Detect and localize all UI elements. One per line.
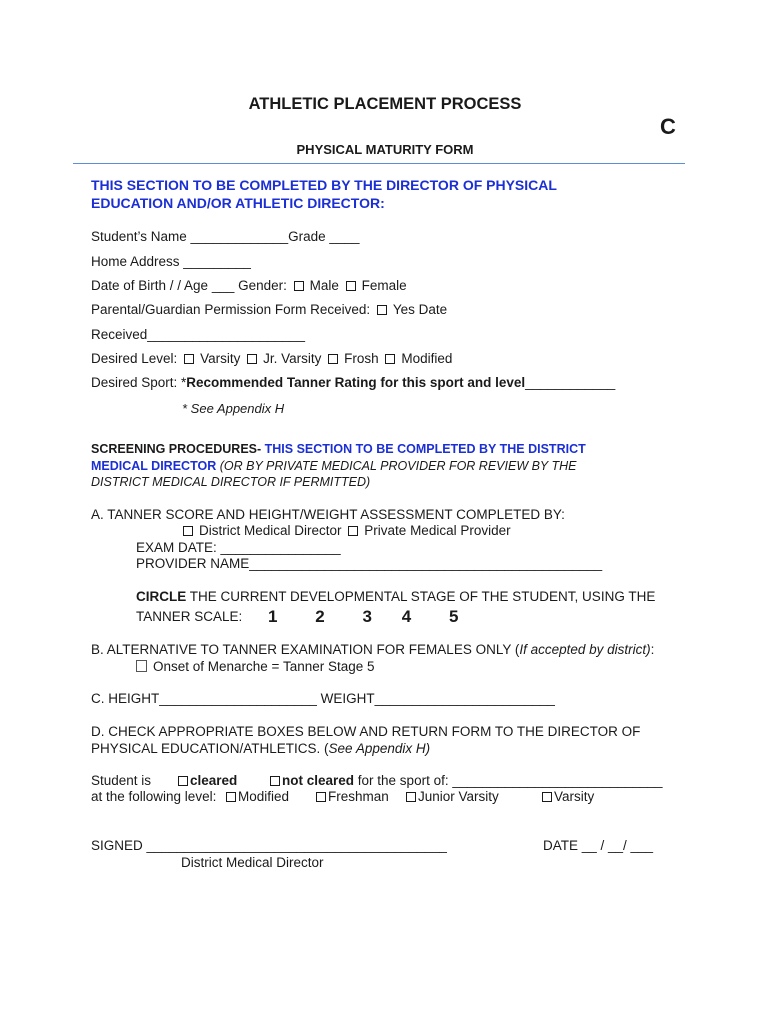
screening-label: SCREENING PROCEDURES- [91,442,262,456]
tanner-scale-line [136,607,458,627]
dob-label: Date of Birth / / Age ___ Gender: [91,278,287,293]
screening-blue-line2: MEDICAL DIRECTOR [91,458,217,473]
final-varsity-label: Varsity [554,789,595,804]
checkbox-male[interactable] [294,281,304,291]
level-modified-option [226,789,289,804]
section-b-title-end: : [650,642,655,657]
exam-date-line: EXAM DATE: ________________ [136,540,341,555]
section-d-line2-italic: See Appendix H) [328,741,431,756]
section-d-line1: D. CHECK APPROPRIATE BOXES BELOW AND RETURN FORM TO THE DIRECTOR OF [91,724,641,739]
private-medical-provider-label: Private Medical Provider [364,523,511,538]
director-heading-line2: EDUCATION AND/OR ATHLETIC DIRECTOR: [91,195,385,211]
tanner-stage-4[interactable]: 4 [401,607,412,626]
checkbox-level-jr-varsity[interactable] [247,354,257,364]
checkbox-female[interactable] [346,281,356,291]
circle-instruction [136,589,655,604]
circle-text: THE CURRENT DEVELOPMENTAL STAGE OF THE STUDENT, USING THE [186,589,656,604]
level-varsity-option [542,789,594,804]
section-a-title: A. TANNER SCORE AND HEIGHT/WEIGHT ASSESSMENT COMPLETED BY: [91,507,565,522]
level-modified-label: Modified [401,351,453,366]
permission-label: Parental/Guardian Permission Form Received: [91,302,371,317]
tanner-scale-label: TANNER SCALE: [136,609,243,624]
tanner-stage-5[interactable]: 5 [448,607,459,626]
final-junior-varsity-label: Junior Varsity [418,789,499,804]
section-b-title-italic: If accepted by district) [519,642,651,657]
checkbox-level-frosh[interactable] [328,354,338,364]
date-line: DATE __ / __/ ___ [543,838,654,853]
female-label: Female [361,278,407,293]
final-freshman-label: Freshman [328,789,389,804]
checkbox-level-varsity[interactable] [184,354,194,364]
for-sport-text: for the sport of: ____________________________ [354,773,663,788]
district-medical-director-label: District Medical Director [199,523,342,538]
final-modified-label: Modified [238,789,290,804]
desired-level-label: Desired Level: [91,351,178,366]
level-jr-varsity-label: Jr. Varsity [263,351,322,366]
signature-caption: District Medical Director [181,855,324,870]
menarche-label: Onset of Menarche = Tanner Stage 5 [153,659,375,674]
student-name-line: Student’s Name _____________Grade ____ [91,229,360,244]
level-junior-varsity-option [406,789,499,804]
desired-sport-blank: ____________ [525,375,616,390]
section-d-line2-text: PHYSICAL EDUCATION/ATHLETICS. ( [91,741,329,756]
section-a-options [180,523,511,538]
tanner-stage-3[interactable]: 3 [362,607,372,626]
screening-heading [91,441,586,491]
section-d-line2 [91,741,430,756]
checkbox-district-medical-director[interactable] [183,526,193,536]
level-frosh-label: Frosh [344,351,379,366]
desired-sport-label: Desired Sport: * [91,375,187,390]
received-line: Received_____________________ [91,327,305,342]
screening-italic-line2: (OR BY PRIVATE MEDICAL PROVIDER FOR REVIEW BY THE [216,458,577,473]
level-varsity-label: Varsity [200,351,241,366]
header-divider [73,163,685,164]
desired-sport-line [91,375,615,390]
male-label: Male [309,278,339,293]
circle-bold: CIRCLE [136,589,187,604]
checkbox-level-modified[interactable] [385,354,395,364]
checkbox-final-varsity[interactable] [542,792,552,802]
screening-blue-line1: THIS SECTION TO BE COMPLETED BY THE DISTRICT [261,442,586,456]
checkbox-cleared[interactable] [178,776,188,786]
section-c-line: C. HEIGHT_____________________ WEIGHT________________________ [91,691,555,706]
not-cleared-label: not cleared [282,773,355,788]
checkbox-permission-yes[interactable] [377,305,387,315]
at-level-label: at the following level: [91,789,217,804]
tanner-stage-1[interactable]: 1 [268,607,278,626]
cleared-option [178,773,237,788]
signed-line: SIGNED ________________________________________ [91,838,447,853]
director-heading-line1: THIS SECTION TO BE COMPLETED BY THE DIRECTOR OF PHYSICAL [91,177,557,193]
tanner-stage-2[interactable]: 2 [315,607,325,626]
cleared-label: cleared [190,773,238,788]
form-letter: C [660,114,676,139]
screening-italic-line3: DISTRICT MEDICAL DIRECTOR IF PERMITTED) [91,475,371,489]
appendix-note: * See Appendix H [182,401,285,416]
director-section-heading [91,176,557,212]
checkbox-menarche[interactable] [136,660,147,672]
section-b-title [91,642,654,657]
checkbox-not-cleared[interactable] [270,776,280,786]
permission-yes-label: Yes Date [392,302,448,317]
section-b-title-text: B. ALTERNATIVE TO TANNER EXAMINATION FOR FEMALES ONLY ( [91,642,520,657]
desired-level-line [91,351,452,366]
form-subtitle: PHYSICAL MATURITY FORM [296,142,474,157]
form-title: ATHLETIC PLACEMENT PROCESS [248,95,522,113]
provider-name-line: PROVIDER NAME_______________________________________________ [136,556,603,571]
permission-line [91,302,447,317]
checkbox-final-freshman[interactable] [316,792,326,802]
section-b-option [136,659,375,674]
recommended-tanner-text: Recommended Tanner Rating for this sport and level [186,375,526,390]
checkbox-private-medical-provider[interactable] [348,526,358,536]
level-freshman-option [316,789,389,804]
checkbox-final-modified[interactable] [226,792,236,802]
student-is-label: Student is [91,773,152,788]
dob-line [91,278,407,293]
home-address-line: Home Address _________ [91,254,251,269]
checkbox-final-junior-varsity[interactable] [406,792,416,802]
not-cleared-option [270,773,663,788]
